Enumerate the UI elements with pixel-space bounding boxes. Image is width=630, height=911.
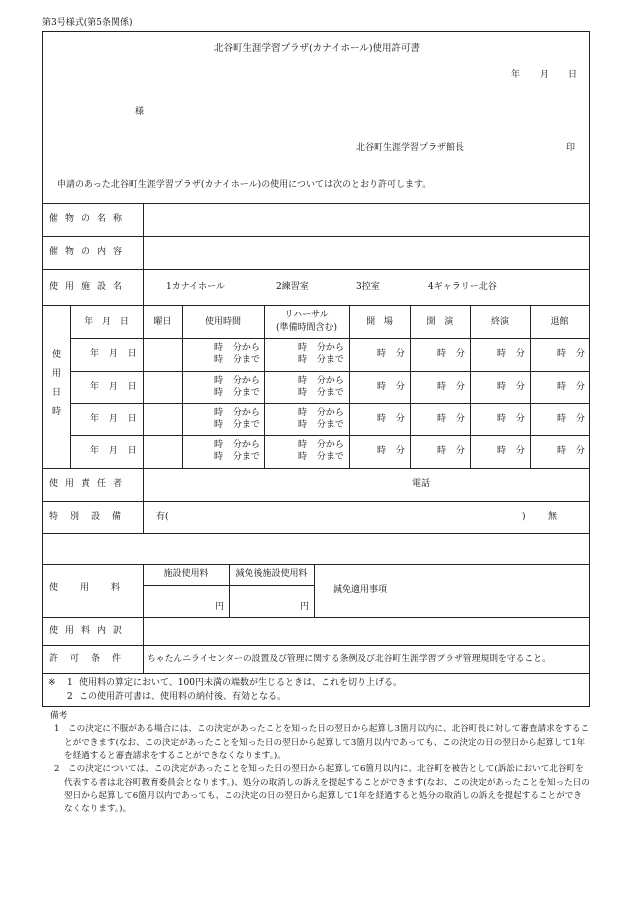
open-time[interactable]: 時 分 <box>377 349 405 359</box>
remarks-item-2: 2 この決定については、この決定があったことを知った日の翌日から起算して6箇月以内に、北谷町を被告として(訴訟において北谷町を代表する者は北谷町教育委員会となります。)、処分の取消しの訴えを提起することができます(なお、この決定があったことを知った日の翌日から起算して6箇月以内であっても、この決定の日の翌日から起算して1年を経過すると処分の取消しの訴えを提起することができなくなります。)。 <box>54 764 590 815</box>
remarks-heading: 備考 <box>50 711 68 721</box>
use-time-to[interactable]: 時 分まで <box>214 420 260 430</box>
divider <box>43 533 589 534</box>
rehearsal-from[interactable]: 時 分から <box>298 376 344 386</box>
footnote-number-1: 1 <box>67 678 73 688</box>
use-time-from[interactable]: 時 分から <box>214 408 260 418</box>
form-title: 北谷町生涯学習プラザ(カナイホール)使用許可書 <box>213 43 421 54</box>
open-time[interactable]: 時 分 <box>377 382 405 392</box>
divider <box>349 305 350 468</box>
event-name-label: 催物の名称 <box>49 214 130 224</box>
reduced-fee-label: 減免後施設使用料 <box>235 569 308 579</box>
issuer-name: 北谷町生涯学習プラザ館長 <box>356 143 465 153</box>
facility-option-waiting-room[interactable]: 3控室 <box>356 282 380 292</box>
date-year[interactable]: 年 <box>511 70 521 80</box>
remarks-section <box>42 710 590 817</box>
header-date: 年 月 日 <box>84 317 129 327</box>
phone-label: 電話 <box>412 479 431 489</box>
schedule-side-label-1: 使 <box>51 350 61 360</box>
reduced-fee-yen[interactable]: 円 <box>300 602 310 612</box>
use-time-from[interactable]: 時 分から <box>214 440 260 450</box>
fee-detail-label: 使用料内訳 <box>49 626 130 636</box>
end-time[interactable]: 時 分 <box>497 414 525 424</box>
rehearsal-from[interactable]: 時 分から <box>298 343 344 353</box>
header-use-time: 使用時間 <box>204 317 241 327</box>
rehearsal-to[interactable]: 時 分まで <box>298 420 344 430</box>
end-time[interactable]: 時 分 <box>497 382 525 392</box>
conditions-label: 許可条件 <box>49 654 134 664</box>
addressee-suffix: 様 <box>135 107 145 117</box>
facility-label: 使用施設名 <box>49 282 130 292</box>
header-rehearsal-note: (準備時間含む) <box>275 323 338 333</box>
special-equipment-no[interactable]: 無 <box>548 512 558 522</box>
schedule-date[interactable]: 年 月 日 <box>90 382 137 392</box>
schedule-side-label-3: 日 <box>51 388 61 398</box>
open-time[interactable]: 時 分 <box>377 414 405 424</box>
rehearsal-to[interactable]: 時 分まで <box>298 388 344 398</box>
divider <box>43 269 589 270</box>
facility-option-practice-room[interactable]: 2練習室 <box>276 282 309 292</box>
responsible-label: 使用責任者 <box>49 479 130 489</box>
divider <box>43 673 589 674</box>
start-time[interactable]: 時 分 <box>437 414 465 424</box>
facility-option-gallery[interactable]: 4ギャラリー北谷 <box>428 282 497 292</box>
facility-fee-label: 施設使用料 <box>163 569 209 579</box>
start-time[interactable]: 時 分 <box>437 446 465 456</box>
divider <box>70 403 589 404</box>
divider <box>70 338 589 339</box>
divider <box>530 305 531 468</box>
start-time[interactable]: 時 分 <box>437 349 465 359</box>
schedule-date[interactable]: 年 月 日 <box>90 446 137 456</box>
facility-fee-yen[interactable]: 円 <box>215 602 225 612</box>
reduction-label: 減免適用事項 <box>333 585 388 595</box>
use-time-from[interactable]: 時 分から <box>214 343 260 353</box>
footnote-1: 使用料の算定において、100円未満の端数が生じるときは、これを切り上げる。 <box>79 678 403 688</box>
divider <box>43 203 589 204</box>
special-equipment-close-paren: ) <box>522 512 526 522</box>
divider <box>470 305 471 468</box>
footnote-number-2: 2 <box>67 692 73 702</box>
use-time-to[interactable]: 時 分まで <box>214 388 260 398</box>
end-time[interactable]: 時 分 <box>497 446 525 456</box>
start-time[interactable]: 時 分 <box>437 382 465 392</box>
use-time-from[interactable]: 時 分から <box>214 376 260 386</box>
permit-form <box>42 31 590 707</box>
schedule-side-label-4: 時 <box>51 407 61 417</box>
conditions-text: ちゃたんニライセンターの設置及び管理に関する条例及び北谷町生涯学習プラザ管理規則を守ること。 <box>147 654 551 664</box>
fee-label: 使用料 <box>49 583 143 593</box>
divider <box>70 305 71 468</box>
rehearsal-to[interactable]: 時 分まで <box>298 452 344 462</box>
close-time[interactable]: 時 分 <box>557 446 585 456</box>
schedule-date[interactable]: 年 月 日 <box>90 349 137 359</box>
header-open: 開 場 <box>366 317 393 327</box>
header-end: 終演 <box>490 317 509 327</box>
seal-mark: 印 <box>566 143 576 153</box>
divider <box>43 645 589 646</box>
close-time[interactable]: 時 分 <box>557 349 585 359</box>
schedule-side-label-2: 用 <box>51 369 61 379</box>
schedule-date[interactable]: 年 月 日 <box>90 414 137 424</box>
end-time[interactable]: 時 分 <box>497 349 525 359</box>
divider <box>43 617 589 618</box>
divider <box>143 564 144 673</box>
header-start: 開 演 <box>426 317 454 327</box>
use-time-to[interactable]: 時 分まで <box>214 452 260 462</box>
rehearsal-to[interactable]: 時 分まで <box>298 355 344 365</box>
rehearsal-from[interactable]: 時 分から <box>298 440 344 450</box>
facility-option-hall[interactable]: 1カナイホール <box>166 282 225 292</box>
divider <box>143 203 144 305</box>
open-time[interactable]: 時 分 <box>377 446 405 456</box>
close-time[interactable]: 時 分 <box>557 414 585 424</box>
footnote-2: この使用許可書は、使用料の納付後、有効となる。 <box>79 692 287 702</box>
divider <box>314 564 315 617</box>
date-month[interactable]: 月 <box>540 70 550 80</box>
header-rehearsal: リハーサル <box>284 310 329 320</box>
date-day[interactable]: 日 <box>568 70 578 80</box>
divider <box>43 236 589 237</box>
remarks-item-1: 1 この決定に不服がある場合には、この決定があったことを知った日の翌日から起算し3箇月以内に、北谷町長に対して審査請求をすることができます(なお、この決定があったことを知った日の翌日から起算して3箇月以内であっても、この決定の日の翌日から起算して1年を経過すると審査請求をすることができなくなります。)。 <box>54 724 590 761</box>
divider <box>43 564 589 565</box>
footnote-mark: ※ <box>48 678 56 688</box>
divider <box>143 305 144 468</box>
divider <box>43 305 589 306</box>
rehearsal-from[interactable]: 時 分から <box>298 408 344 418</box>
divider <box>143 468 144 534</box>
intro-text: 申請のあった北谷町生涯学習プラザ(カナイホール)の使用については次のとおり許可します。 <box>57 180 432 190</box>
divider <box>43 501 589 502</box>
divider <box>70 435 589 436</box>
special-equipment-label: 特別設備 <box>49 512 134 522</box>
header-close: 退館 <box>550 317 569 327</box>
header-weekday: 曜日 <box>153 317 172 327</box>
divider <box>182 305 183 468</box>
use-time-to[interactable]: 時 分まで <box>214 355 260 365</box>
divider <box>410 305 411 468</box>
form-number: 第3号様式(第5条関係) <box>42 18 133 28</box>
special-equipment-yes[interactable]: 有( <box>156 512 169 522</box>
divider <box>43 468 589 469</box>
close-time[interactable]: 時 分 <box>557 382 585 392</box>
divider <box>70 371 589 372</box>
event-content-label: 催物の内容 <box>49 247 130 257</box>
